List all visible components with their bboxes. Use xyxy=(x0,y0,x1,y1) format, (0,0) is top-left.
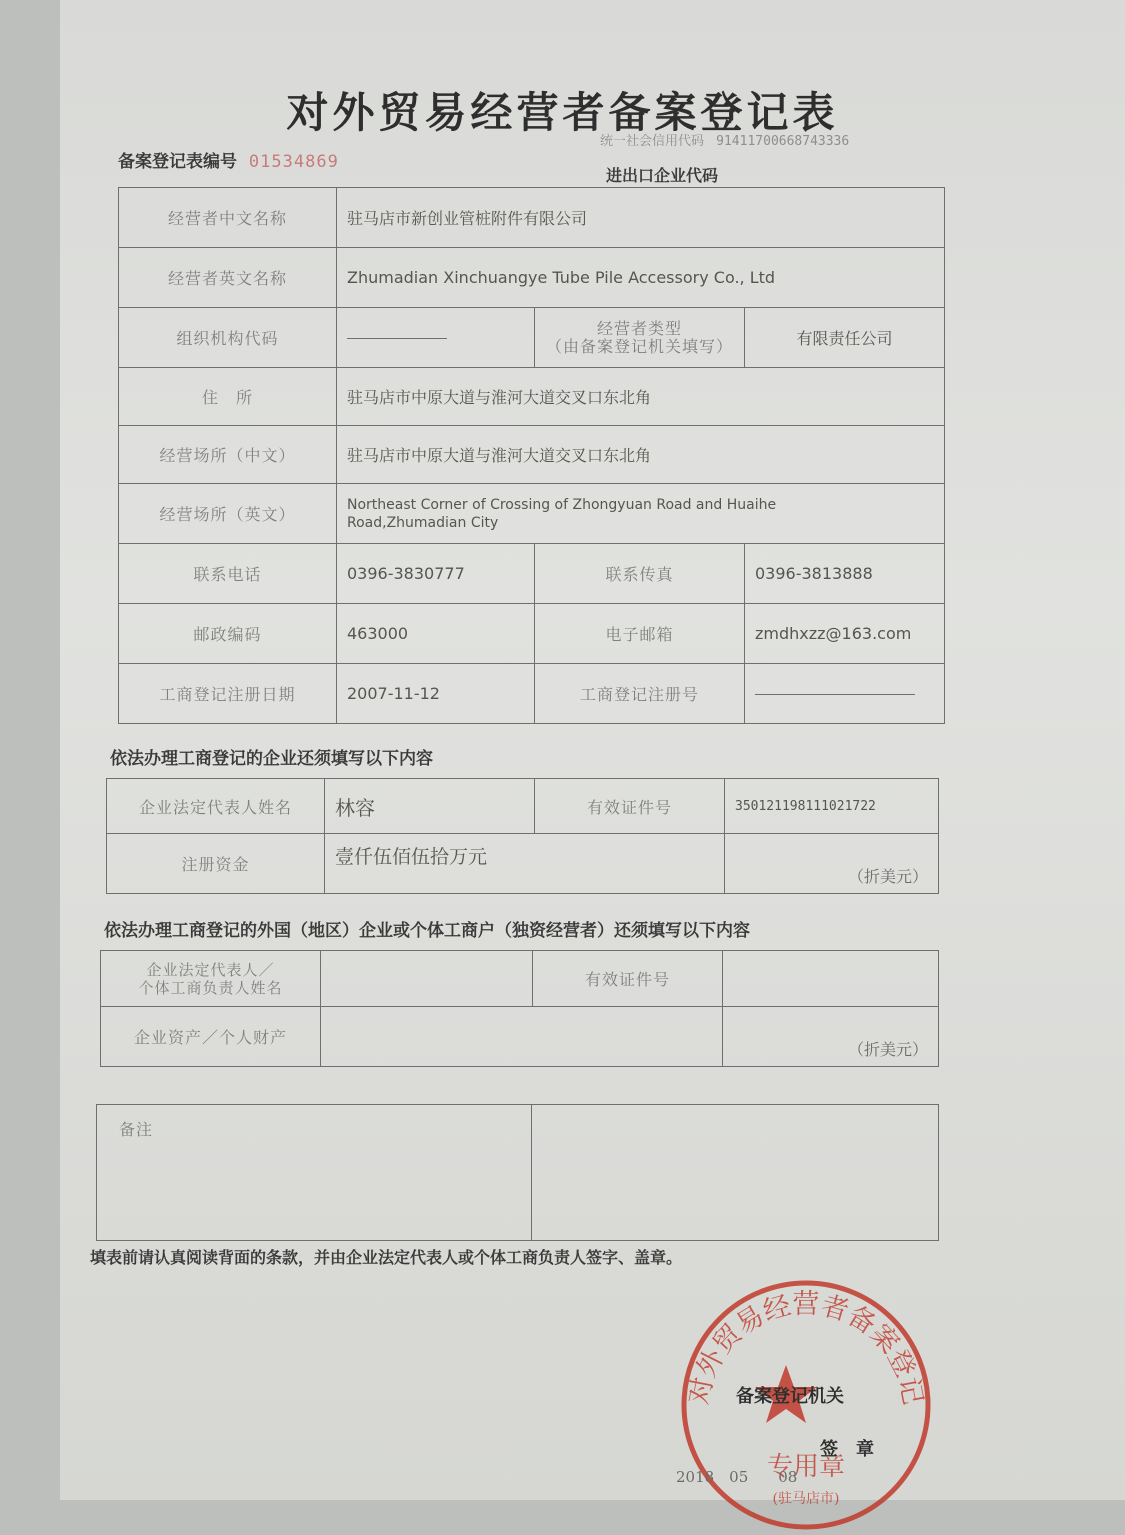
id-no-label: 有效证件号 xyxy=(535,779,725,834)
seal-date: 2018 05 08 xyxy=(676,1468,798,1486)
phone-label: 联系电话 xyxy=(119,544,337,604)
legal-rep-label: 企业法定代表人姓名 xyxy=(107,779,325,834)
assets-usd-label: （折美元） xyxy=(723,1007,939,1067)
capital-value: 壹仟伍佰伍拾万元 xyxy=(325,834,725,894)
cn-name-label: 经营者中文名称 xyxy=(119,188,337,248)
premises-en-label: 经营场所（英文） xyxy=(119,484,337,544)
table-row xyxy=(101,1007,939,1067)
table-row xyxy=(107,834,939,894)
premises-en-line-2: Road,Zhumadian City xyxy=(347,514,499,531)
table-row xyxy=(119,426,945,484)
reg-num-value xyxy=(745,664,945,724)
table-row xyxy=(119,664,945,724)
table-row xyxy=(119,544,945,604)
table-row xyxy=(97,1105,939,1241)
assets-value xyxy=(321,1007,723,1067)
seal-code-text: (驻马店市) xyxy=(772,1491,840,1507)
address-value: 驻马店市中原大道与淮河大道交叉口东北角 xyxy=(337,368,945,426)
foreign-rep-value xyxy=(321,951,533,1007)
premises-en-line-1: Northeast Corner of Crossing of Zhongyuan Road and Huaihe xyxy=(347,496,777,513)
form-title: 对外贸易经营者备案登记表 xyxy=(286,88,839,137)
reg-no-label: 备案登记表编号 xyxy=(118,152,237,172)
address-label: 住 所 xyxy=(119,368,337,426)
assets-label: 企业资产／个人财产 xyxy=(101,1007,321,1067)
ie-code-label: 进出口企业代码 xyxy=(606,166,719,185)
foreign-rep-label-1: 企业法定代表人／ xyxy=(146,960,275,979)
org-code-label: 组织机构代码 xyxy=(119,308,337,368)
email-value: zmdhxzz@163.com xyxy=(745,604,945,664)
operator-type-note: （由备案登记机关填写） xyxy=(545,336,733,356)
org-code-value xyxy=(337,308,535,368)
premises-cn-label: 经营场所（中文） xyxy=(119,426,337,484)
remarks-label: 备注 xyxy=(97,1105,532,1241)
foreign-rep-label xyxy=(101,951,321,1007)
premises-en-value xyxy=(337,484,945,544)
section1-table xyxy=(106,778,939,894)
foreign-rep-label-2: 个体工商负责人姓名 xyxy=(138,978,283,997)
postcode-label: 邮政编码 xyxy=(119,604,337,664)
remarks-value xyxy=(532,1105,939,1241)
cn-name-value: 驻马店市新创业管桩附件有限公司 xyxy=(337,188,945,248)
reg-no-value: 01534869 xyxy=(248,152,339,172)
remarks-table xyxy=(96,1104,939,1241)
table-row xyxy=(119,308,945,368)
foreign-id-label: 有效证件号 xyxy=(533,951,723,1007)
fax-label: 联系传真 xyxy=(535,544,745,604)
section2-heading: 依法办理工商登记的外国（地区）企业或个体工商户（独资经营者）还须填写以下内容 xyxy=(104,921,750,941)
phone-value: 0396-3830777 xyxy=(337,544,535,604)
reg-num-label: 工商登记注册号 xyxy=(535,664,745,724)
table-row xyxy=(119,368,945,426)
footer-note: 填表前请认真阅读背面的条款，并由企业法定代表人或个体工商负责人签字、盖章。 xyxy=(90,1248,683,1267)
blank-line xyxy=(755,694,915,695)
section1-heading: 依法办理工商登记的企业还须填写以下内容 xyxy=(110,749,433,769)
email-label: 电子邮箱 xyxy=(535,604,745,664)
credit-code-value: 91411700668743336 xyxy=(716,134,850,149)
foreign-id-value xyxy=(723,951,939,1007)
table-row xyxy=(119,604,945,664)
legal-rep-value: 林容 xyxy=(325,779,535,834)
operator-type-title: 经营者类型 xyxy=(596,318,682,338)
reg-no-line xyxy=(118,147,339,172)
table-row xyxy=(101,951,939,1007)
id-no-value: 350121198111021722 xyxy=(725,779,939,834)
seal-ring-text: 对外贸易经营者备案登记 xyxy=(683,1289,929,1408)
fax-value: 0396-3813888 xyxy=(745,544,945,604)
postcode-value: 463000 xyxy=(337,604,535,664)
credit-code-line xyxy=(600,130,849,149)
main-table xyxy=(118,187,945,724)
seal-sign-label: 签 章 xyxy=(820,1439,874,1460)
table-row xyxy=(119,188,945,248)
operator-type-label xyxy=(535,308,745,368)
table-row xyxy=(119,248,945,308)
seal-authority-label: 备案登记机关 xyxy=(736,1386,844,1407)
capital-usd-label: （折美元） xyxy=(725,834,939,894)
blank-line xyxy=(347,338,447,339)
capital-label: 注册资金 xyxy=(107,834,325,894)
section2-table xyxy=(100,950,939,1067)
seal-center-text: 专用章 xyxy=(766,1452,846,1482)
premises-cn-value: 驻马店市中原大道与淮河大道交叉口东北角 xyxy=(337,426,945,484)
credit-code-label: 统一社会信用代码 xyxy=(600,134,705,149)
en-name-label: 经营者英文名称 xyxy=(119,248,337,308)
en-name-value: Zhumadian Xinchuangye Tube Pile Accessory Co., Ltd xyxy=(337,248,945,308)
table-row xyxy=(119,484,945,544)
operator-type-value: 有限责任公司 xyxy=(745,308,945,368)
reg-date-value: 2007-11-12 xyxy=(337,664,535,724)
table-row xyxy=(107,779,939,834)
reg-date-label: 工商登记注册日期 xyxy=(119,664,337,724)
